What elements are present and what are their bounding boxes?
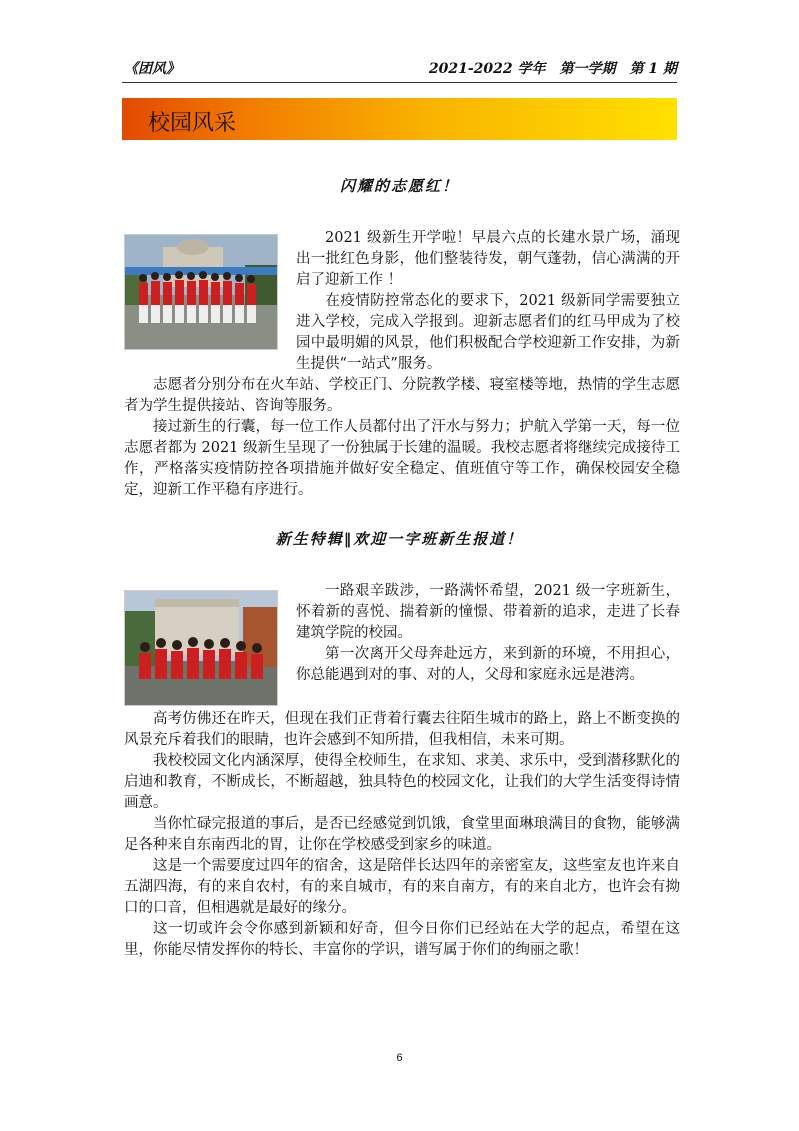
article-title: 闪耀的志愿红！ xyxy=(339,177,459,195)
section-banner xyxy=(122,98,677,140)
article-paragraph: 一路艰辛跋涉，一路满怀希望，2021 级一字班新生，怀着新的喜悦、揣着新的憧憬、带着新的追求，走进了长春建筑学院的校园。 xyxy=(296,583,680,641)
article-paragraph: 第一次离开父母奔赴远方，来到新的环境，不用担心，你总能遇到对的事、对的人，父母和家庭永远是港湾。 xyxy=(296,646,680,683)
article-paragraph xyxy=(296,291,680,375)
article-paragraph: 接过新生的行囊，每一位工作人员都付出了汗水与努力；护航入学第一天，每一位志愿者都为 2021 级新生呈现了一份独属于长建的温暖。我校志愿者将继续完成接待工作，严格落实疫情防控各项措施并做好安全稳定、值班值守等工作，确保校园安全稳定，迎新工作平稳有序进行。 xyxy=(124,419,680,498)
article-paragraph: 志愿者分别分布在火车站、学校正门、分院教学楼、寝室楼等地，热情的学生志愿者为学生提供接站、咨询等服务。 xyxy=(124,377,680,414)
section-title: 校园风采 xyxy=(148,111,237,136)
photo-icon xyxy=(124,234,278,350)
article-paragraph: 这一切或许会令你感到新颖和好奇，但今日你们已经站在大学的起点，希望在这里，你能尽情发挥你的特长、丰富你的学识，谱写属于你们的绚丽之歌！ xyxy=(124,921,680,958)
article-paragraph: 这是一个需要度过四年的宿舍，这是陪伴长达四年的亲密室友，这些室友也许来自五湖四海，有的来自农村，有的来自城市，有的来自南方，有的来自北方，也许会有拗口的口音，但相遇就是最好的缘分。 xyxy=(124,858,680,916)
article-title: 新生特辑‖欢迎一字班新生报道！ xyxy=(275,530,524,548)
issue-info: 2021-2022 学年 第一学期 第 1 期 xyxy=(428,61,677,77)
photo-icon xyxy=(124,590,278,706)
article-paragraph: 高考仿佛还在昨天，但现在我们正背着行囊去往陌生城市的路上，路上不断变换的风景充斥着我们的眼睛，也许会感到不知所措，但我相信，未来可期。 xyxy=(124,711,680,748)
article-paragraph: 当你忙碌完报道的事后，是否已经感觉到饥饿，食堂里面琳琅满目的食物，能够满足各种来自东南西北的胃，让你在学校感受到家乡的味道。 xyxy=(124,816,680,853)
article-paragraph: 2021 级新生开学啦！早晨六点的长建水景广场，涌现出一批红色身影，他们整装待发，朝气蓬勃，信心满满的开启了迎新工作 ！ xyxy=(296,230,680,288)
publication-name: 《团风》 xyxy=(124,61,180,77)
article-paragraph: 我校校园文化内涵深厚，使得全校师生，在求知、求美、求乐中，受到潜移默化的启迪和教育，不断成长，不断超越，独具特色的校园文化，让我们的大学生活变得诗情画意。 xyxy=(124,753,680,811)
page-number: 6 xyxy=(396,1052,403,1064)
article-paragraph-text: 在疫情防控常态化的要求下，2021 级新同学需要独立进入学校，完成入学报到。迎新志愿者们的红马甲成为了校园中最明媚的风景，他们积极配合学校迎新工作安排，为新生提供“一站式”服务。 xyxy=(296,293,680,372)
header-divider xyxy=(122,82,677,83)
